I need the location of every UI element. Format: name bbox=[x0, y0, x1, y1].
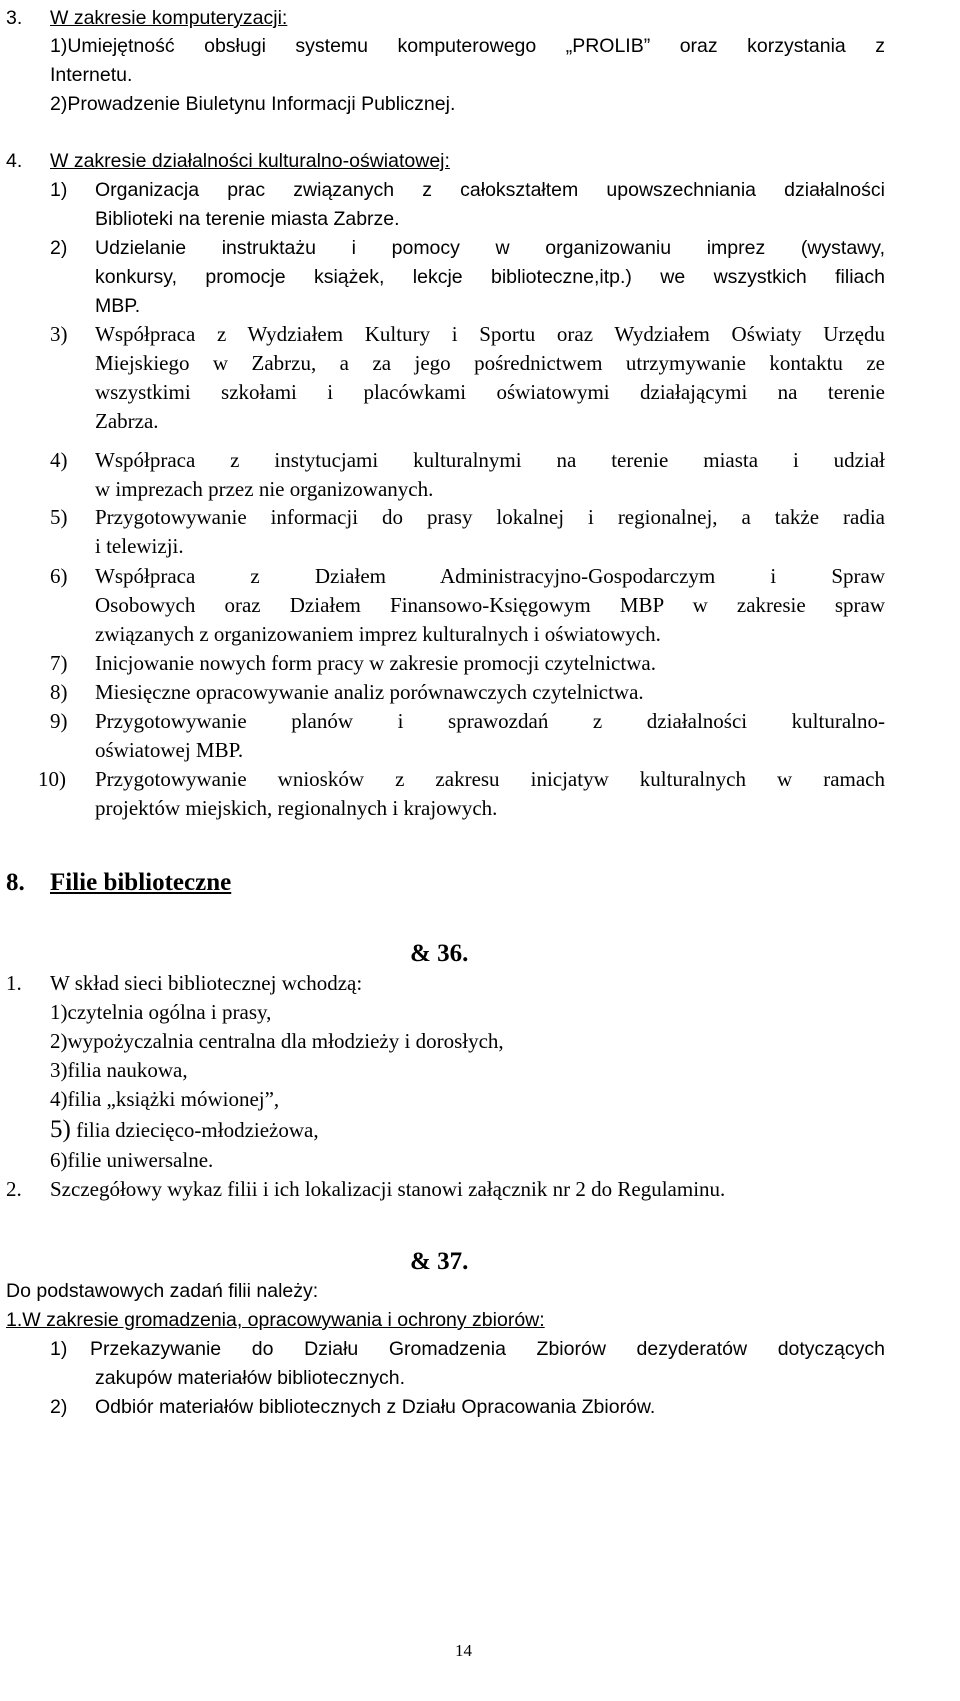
s4-item-7-number: 7) bbox=[50, 651, 68, 675]
s4-item-2-line-2: konkursy, promocje książek, lekcje biblioteczne,itp.) we wszystkich filiach bbox=[95, 266, 885, 288]
chapter-8-title: Filie biblioteczne bbox=[50, 869, 232, 896]
p36-sub-2: 2)wypożyczalnia centralna dla młodzieży i dorosłych, bbox=[50, 1029, 504, 1053]
section-3-title: W zakresie komputeryzacji: bbox=[50, 7, 288, 29]
s4-item-6-line-1: Współpraca z Działem Administracyjno-Gospodarczym i Spraw bbox=[95, 564, 885, 588]
s4-item-4-line-1: Współpraca z instytucjami kulturalnymi na terenie miasta i udział bbox=[95, 448, 885, 472]
p37-item-2-line-1: Odbiór materiałów bibliotecznych z Działu Opracowania Zbiorów. bbox=[95, 1396, 656, 1418]
p36-item-2-text: Szczegółowy wykaz filii i ich lokalizacji stanowi załącznik nr 2 do Regulaminu. bbox=[50, 1177, 726, 1201]
chapter-8-number: 8. bbox=[6, 869, 25, 896]
s4-item-10-line-2: projektów miejskich, regionalnych i krajowych. bbox=[95, 796, 498, 820]
s4-item-6-line-3: związanych z organizowaniem imprez kulturalnych i oświatowych. bbox=[95, 622, 661, 646]
p37-item-1-line-2: zakupów materiałów bibliotecznych. bbox=[95, 1367, 405, 1389]
s4-item-2-line-3: MBP. bbox=[95, 295, 141, 317]
s4-item-1-line-2: Biblioteki na terenie miasta Zabrze. bbox=[95, 208, 400, 230]
s4-item-4-number: 4) bbox=[50, 448, 68, 472]
p36-sub-1: 1)czytelnia ogólna i prasy, bbox=[50, 1000, 272, 1024]
s4-item-5-number: 5) bbox=[50, 505, 68, 529]
p36-item-1-number: 1. bbox=[6, 971, 22, 995]
s4-item-3-line-1: Współpraca z Wydziałem Kultury i Sportu oraz Wydziałem Oświaty Urzędu bbox=[95, 322, 885, 346]
p36-sub-4: 4)filia „książki mówionej”, bbox=[50, 1087, 280, 1111]
s4-item-4-line-2: w imprezach przez nie organizowanych. bbox=[95, 477, 434, 501]
s4-item-5-line-2: i telewizji. bbox=[95, 534, 184, 558]
p37-section-1-title: 1.W zakresie gromadzenia, opracowywania i ochrony zbiorów: bbox=[6, 1309, 545, 1331]
section-3-item-1-line-1: 1)Umiejętność obsługi systemu komputerowego „PROLIB” oraz korzystania z bbox=[50, 35, 885, 57]
s4-item-8-number: 8) bbox=[50, 680, 68, 704]
p36-item-2-number: 2. bbox=[6, 1177, 22, 1201]
p37-item-1-line-1: Przekazywanie do Działu Gromadzenia Zbiorów dezyderatów dotyczących bbox=[90, 1338, 885, 1360]
s4-item-9-line-2: oświatowej MBP. bbox=[95, 738, 244, 762]
s4-item-2-line-1: Udzielanie instruktażu i pomocy w organizowaniu imprez (wystawy, bbox=[95, 237, 885, 259]
p36-sub-5-number: 5) bbox=[50, 1116, 71, 1143]
s4-item-1-number: 1) bbox=[50, 179, 68, 201]
p37-item-1-number: 1) bbox=[50, 1338, 68, 1360]
s4-item-7-line-1: Inicjowanie nowych form pracy w zakresie promocji czytelnictwa. bbox=[95, 651, 656, 675]
s4-item-3-number: 3) bbox=[50, 322, 68, 346]
p37-item-2-number: 2) bbox=[50, 1396, 68, 1418]
p36-sub-3: 3)filia naukowa, bbox=[50, 1058, 188, 1082]
s4-item-3-line-3: wszystkimi szkołami i placówkami oświatowymi działającymi na terenie bbox=[95, 380, 885, 404]
p36-sub-5 bbox=[50, 1114, 319, 1146]
section-3-item-1-line-2: Internetu. bbox=[50, 64, 133, 86]
s4-item-9-line-1: Przygotowywanie planów i sprawozdań z działalności kulturalno- bbox=[95, 709, 885, 733]
s4-item-10-line-1: Przygotowywanie wniosków z zakresu inicjatyw kulturalnych w ramach bbox=[95, 767, 885, 791]
p36-sub-5-text: filia dziecięco-młodzieżowa, bbox=[76, 1118, 319, 1142]
s4-item-6-number: 6) bbox=[50, 564, 68, 588]
section-3-item-2: 2)Prowadzenie Biuletynu Informacji Publicznej. bbox=[50, 93, 456, 115]
page-number: 14 bbox=[455, 1641, 472, 1660]
section-4-title: W zakresie działalności kulturalno-oświatowej: bbox=[50, 150, 450, 172]
s4-item-1-line-1: Organizacja prac związanych z całokształtem upowszechniania działalności bbox=[95, 179, 885, 201]
s4-item-8-line-1: Miesięczne opracowywanie analiz porównawczych czytelnictwa. bbox=[95, 680, 644, 704]
s4-item-3-line-4: Zabrza. bbox=[95, 409, 159, 433]
s4-item-9-number: 9) bbox=[50, 709, 68, 733]
p36-item-1-text: W skład sieci bibliotecznej wchodzą: bbox=[50, 971, 363, 995]
s4-item-5-line-1: Przygotowywanie informacji do prasy lokalnej i regionalnej, a także radia bbox=[95, 505, 885, 529]
paragraph-37-heading: & 37. bbox=[410, 1248, 469, 1275]
paragraph-36-heading: & 36. bbox=[410, 940, 469, 967]
s4-item-2-number: 2) bbox=[50, 237, 68, 259]
section-3-number: 3. bbox=[6, 7, 23, 29]
p37-intro: Do podstawowych zadań filii należy: bbox=[6, 1280, 319, 1302]
s4-item-3-line-2: Miejskiego w Zabrzu, a za jego pośrednictwem utrzymywanie kontaktu ze bbox=[95, 351, 885, 375]
s4-item-6-line-2: Osobowych oraz Działem Finansowo-Księgowym MBP w zakresie spraw bbox=[95, 593, 885, 617]
section-4-number: 4. bbox=[6, 150, 23, 172]
p36-sub-6: 6)filie uniwersalne. bbox=[50, 1148, 214, 1172]
s4-item-10-number: 10) bbox=[38, 767, 66, 791]
